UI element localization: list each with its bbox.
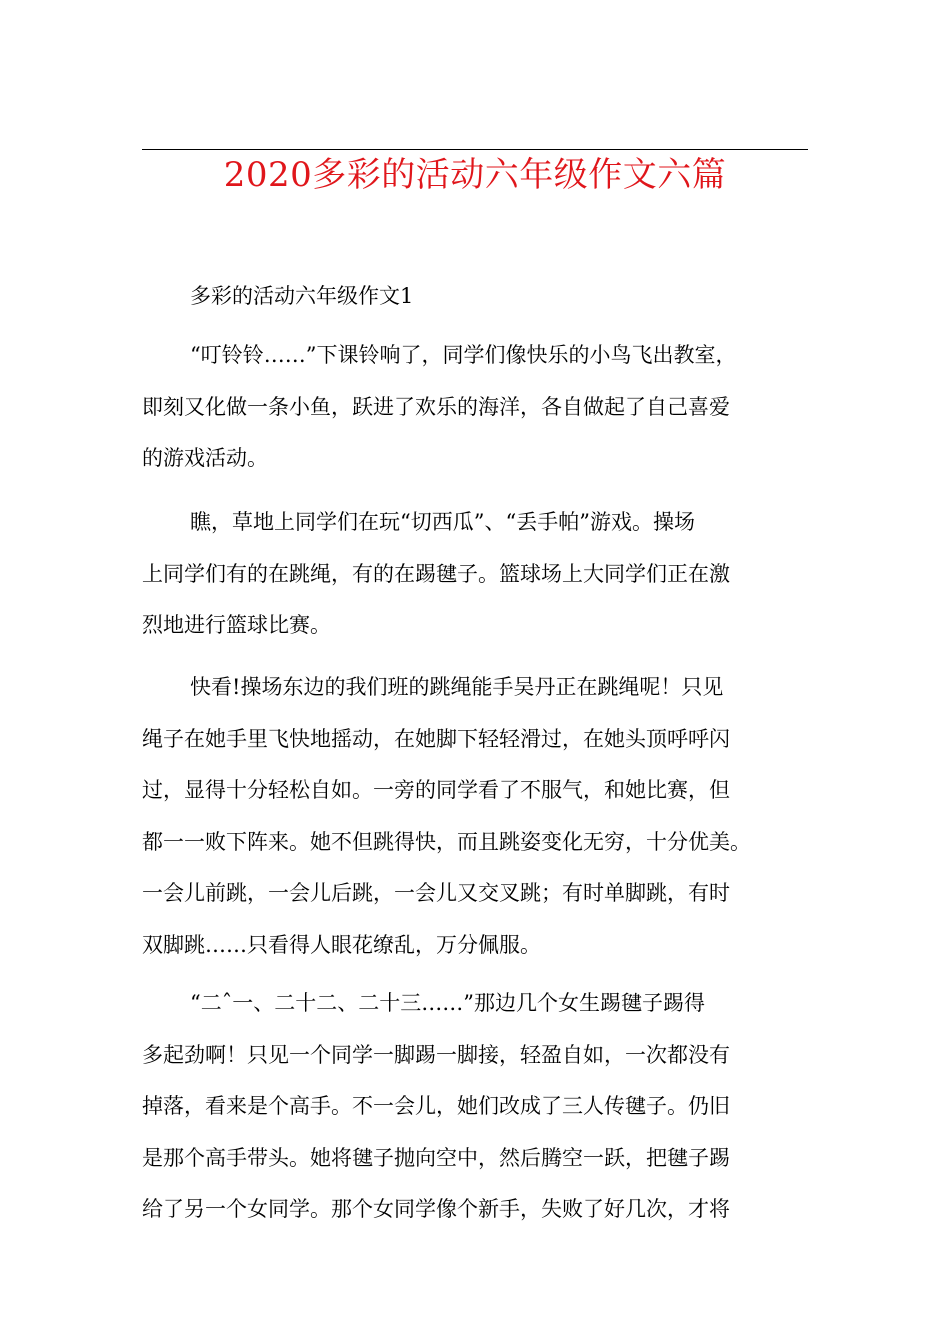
paragraph-line: “叮铃铃……”下课铃响了，同学们像快乐的小鸟飞出教室， <box>190 343 737 367</box>
paragraph-4 <box>142 978 822 1236</box>
paragraph-line: 绳子在她手里飞快地摇动，在她脚下轻轻滑过，在她头顶呼呼闪 <box>142 726 730 751</box>
paragraph-line: 给了另一个女同学。那个女同学像个新手，失败了好几次，才将 <box>142 1197 730 1221</box>
paragraph-line: 多起劲啊！只见一个同学一脚踢一脚接，轻盈自如，一次都没有 <box>142 1042 730 1067</box>
paragraph-line: 即刻又化做一条小鱼，跃进了欢乐的海洋，各自做起了自己喜爱 <box>142 394 730 419</box>
paragraph-3 <box>142 662 822 971</box>
essay-subtitle: 多彩的活动六年级作文1 <box>190 284 414 308</box>
paragraph-line: 过，显得十分轻松自如。一旁的同学看了不服气，和她比赛，但 <box>142 778 730 802</box>
paragraph-line: 瞧，草地上同学们在玩“切西瓜”、“丢手帕”游戏。操场 <box>190 510 695 534</box>
header-rule <box>142 149 808 150</box>
paragraph-line: 掉落，看来是个高手。不一会儿，她们改成了三人传毽子。仍旧 <box>142 1094 730 1118</box>
paragraph-line: 快看!操场东边的我们班的跳绳能手吴丹正在跳绳呢！只见 <box>190 675 724 699</box>
paragraph-line: 的游戏活动。 <box>142 446 268 470</box>
paragraph-1 <box>142 330 822 485</box>
paragraph-2 <box>142 497 822 652</box>
document-title: 2020多彩的活动六年级作文六篇 <box>223 155 727 195</box>
paragraph-line: “二ˆ一、二十二、二十三……”那边几个女生踢毽子踢得 <box>190 991 705 1015</box>
paragraph-line: 是那个高手带头。她将毽子抛向空中，然后腾空一跃，把毽子踢 <box>142 1145 730 1170</box>
paragraph-line: 一会儿前跳，一会儿后跳，一会儿又交叉跳；有时单脚跳，有时 <box>142 881 730 905</box>
paragraph-line: 双脚跳……只看得人眼花缭乱，万分佩服。 <box>142 932 541 957</box>
paragraph-line: 烈地进行篮球比赛。 <box>142 613 331 637</box>
paragraph-line: 上同学们有的在跳绳，有的在踢毽子。篮球场上大同学们正在激 <box>142 561 730 586</box>
paragraph-line: 都一一败下阵来。她不但跳得快，而且跳姿变化无穷，十分优美。 <box>142 829 751 854</box>
